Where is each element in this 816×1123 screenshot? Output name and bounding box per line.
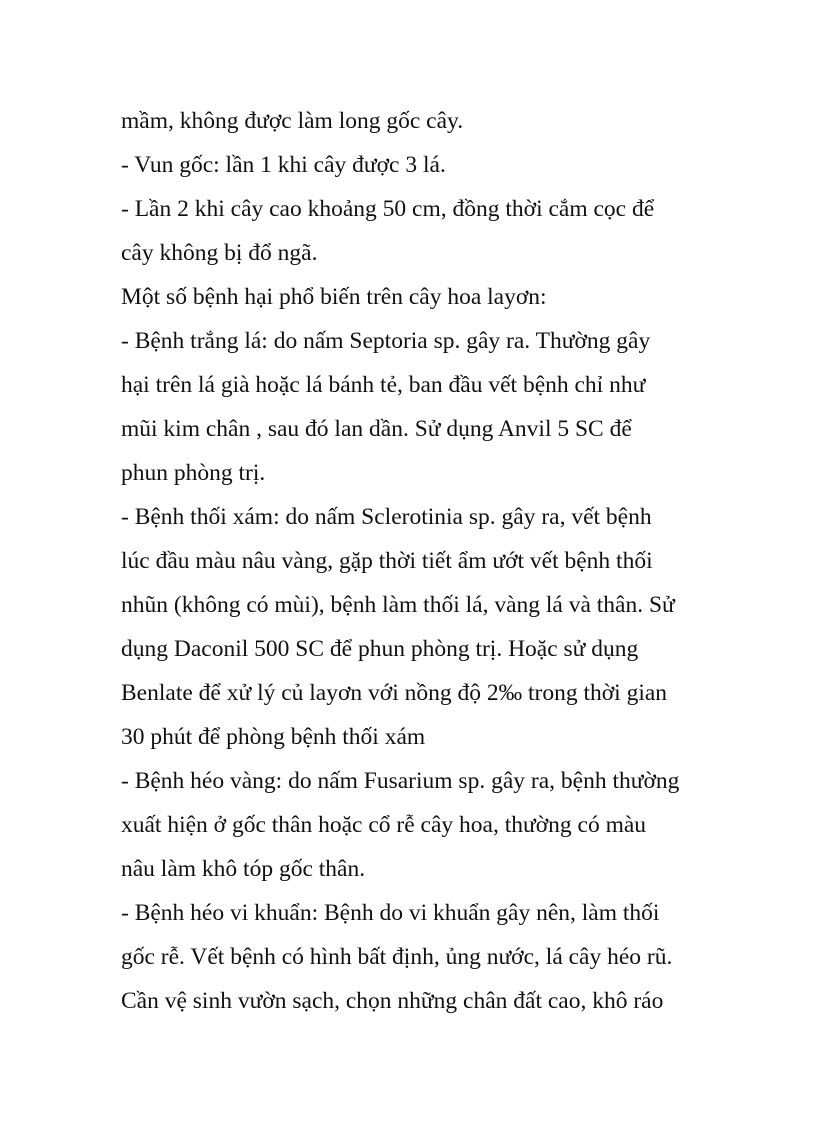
text-line: gốc rễ. Vết bệnh có hình bất định, ủng nước, lá cây héo rũ. (121, 944, 673, 970)
text-line: Benlate để xử lý củ layơn với nồng độ 2‰ trong thời gian (121, 680, 668, 706)
text-line: phun phòng trị. (121, 460, 266, 486)
text-line: cây không bị đổ ngã. (121, 240, 318, 266)
text-line: - Lần 2 khi cây cao khoảng 50 cm, đồng thời cắm cọc để (121, 196, 655, 222)
text-line: mũi kim chân , sau đó lan dần. Sử dụng Anvil 5 SC để (121, 416, 632, 442)
text-line: - Vun gốc: lần 1 khi cây được 3 lá. (121, 152, 446, 178)
text-line: - Bệnh thối xám: do nấm Sclerotinia sp. gây ra, vết bệnh (121, 504, 652, 530)
text-line: nhũn (không có mùi), bệnh làm thối lá, vàng lá và thân. Sử (121, 592, 675, 618)
text-line: dụng Daconil 500 SC để phun phòng trị. Hoặc sử dụng (121, 636, 639, 662)
text-line: mầm, không được làm long gốc cây. (121, 108, 464, 134)
text-line: - Bệnh héo vàng: do nấm Fusarium sp. gây ra, bệnh thường (121, 768, 680, 794)
text-line: - Bệnh trắng lá: do nấm Septoria sp. gây ra. Thường gây (121, 328, 651, 354)
text-line: - Bệnh héo vi khuẩn: Bệnh do vi khuẩn gây nên, làm thối (121, 900, 660, 926)
text-line: Cần vệ sinh vườn sạch, chọn những chân đất cao, khô ráo (121, 988, 664, 1014)
text-line: hại trên lá già hoặc lá bánh tẻ, ban đầu vết bệnh chỉ như (121, 372, 646, 398)
document-body (121, 99, 721, 1023)
text-line: nâu làm khô tóp gốc thân. (121, 856, 366, 882)
text-line: 30 phút để phòng bệnh thối xám (121, 724, 426, 750)
text-line: Một số bệnh hại phổ biến trên cây hoa layơn: (121, 284, 547, 310)
text-line: xuất hiện ở gốc thân hoặc cổ rễ cây hoa, thường có màu (121, 812, 647, 838)
text-line: lúc đầu màu nâu vàng, gặp thời tiết ẩm ướt vết bệnh thối (121, 548, 653, 574)
